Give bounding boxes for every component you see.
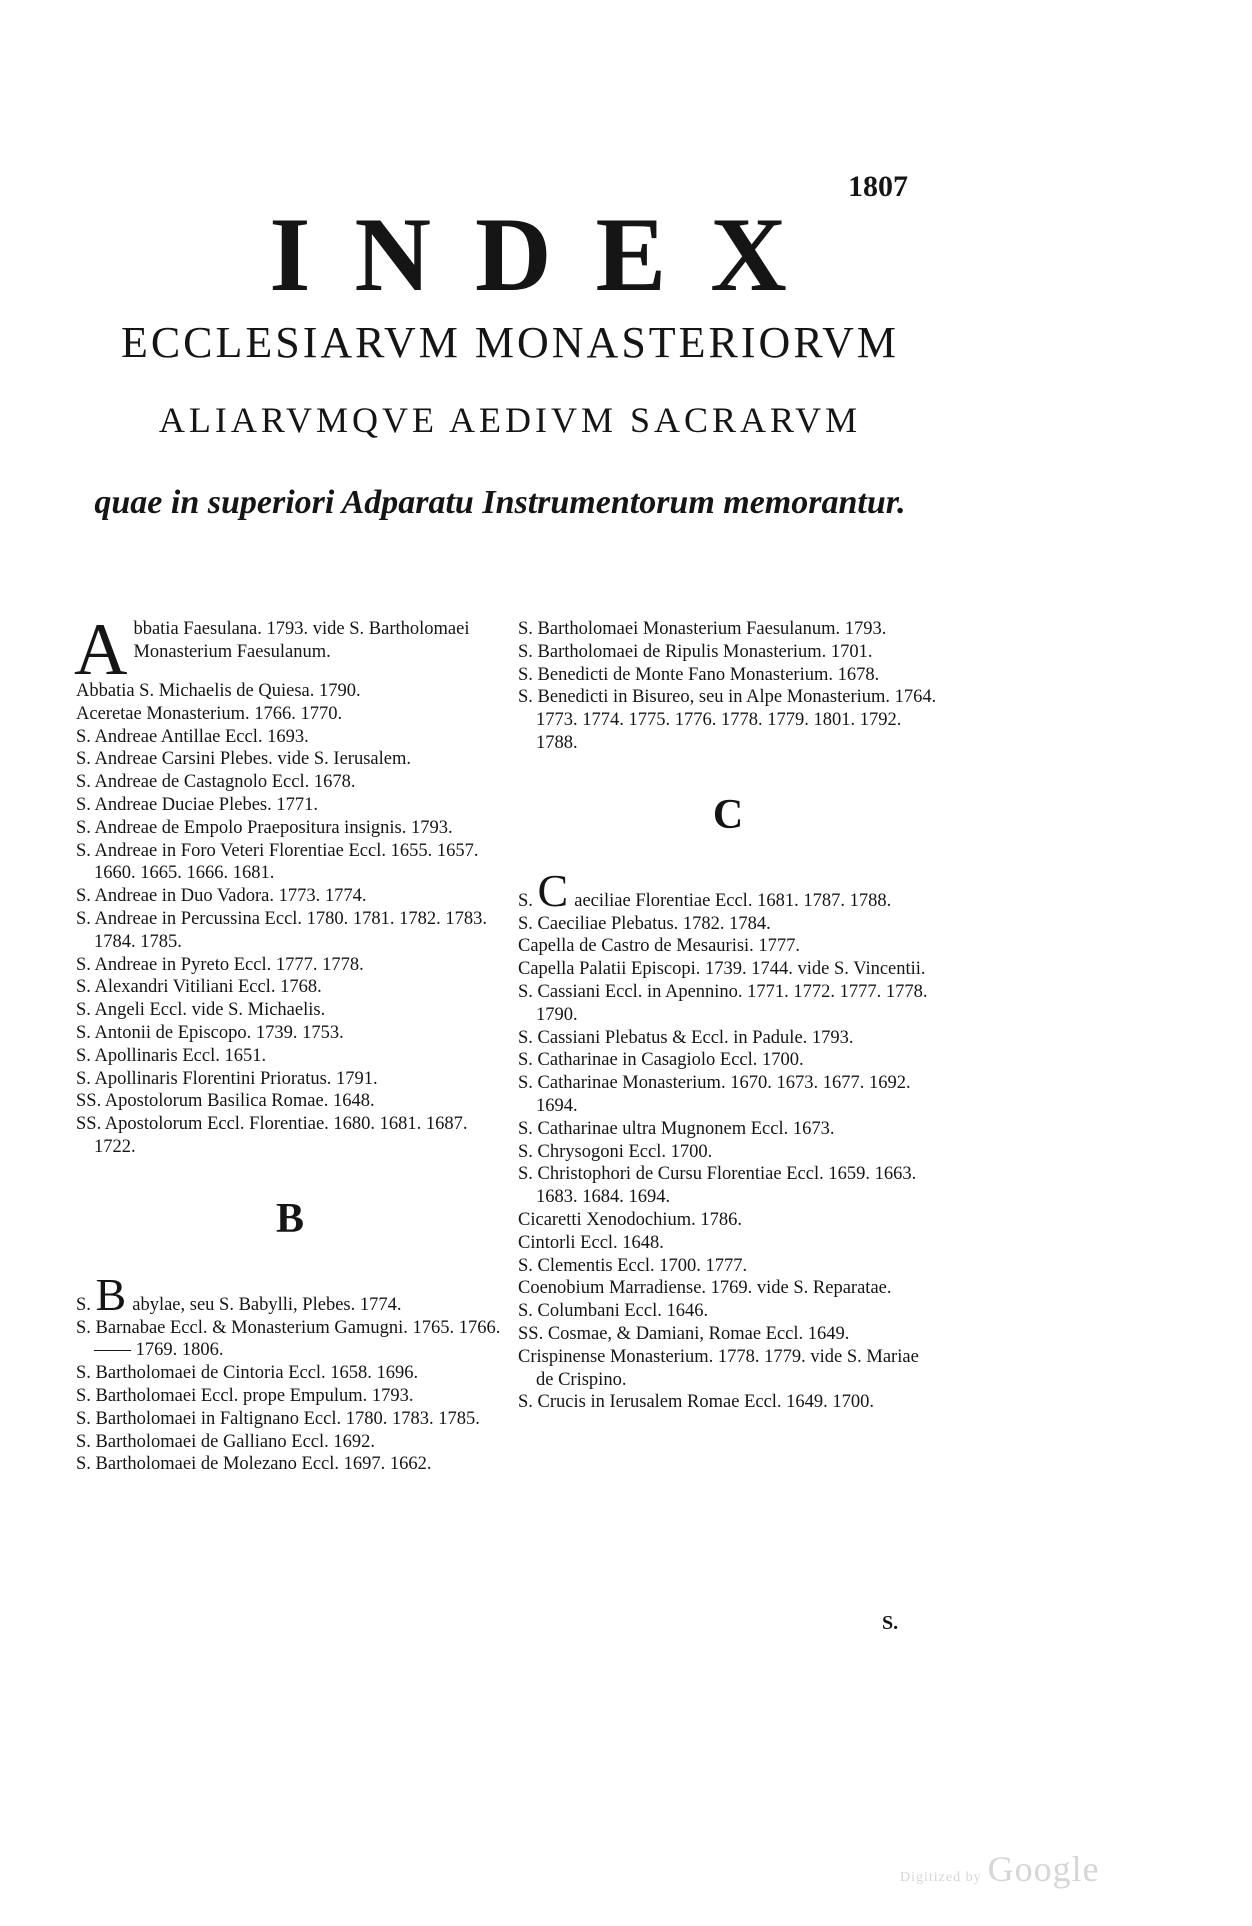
index-entry: SS. Cosmae, & Damiani, Romae Eccl. 1649. xyxy=(518,1323,850,1344)
index-entry: S. Clementis Eccl. 1700. 1777. xyxy=(518,1255,748,1276)
watermark-small-text: Digitized by xyxy=(900,1870,982,1885)
index-entry: S. Andreae in Percussina Eccl. 1780. 1781. 1782. 1783. 1784. 1785. xyxy=(76,908,488,952)
index-entry: S. Apollinaris Eccl. 1651. xyxy=(76,1045,267,1066)
page-number: 1807 xyxy=(848,170,908,203)
subtitle-ecclesiarum: ECCLESIARVM MONASTERIORVM xyxy=(120,318,900,367)
index-entry: S. Catharinae Monasterium. 1670. 1673. 1677. 1692. 1694. xyxy=(518,1073,911,1116)
index-entry: S. Bartholomaei de Ripulis Monasterium. 1701. xyxy=(518,641,873,662)
index-entry: S. Andreae in Duo Vadora. 1773. 1774. xyxy=(76,886,367,907)
index-entry: S. Cassiani Eccl. in Apennino. 1771. 1772. 1777. 1778. 1790. xyxy=(518,981,928,1025)
index-entry: S. Antonii de Episcopo. 1739. 1753. xyxy=(76,1022,344,1043)
index-entry: SS. Apostolorum Eccl. Florentiae. 1680. 1681. 1687. 1722. xyxy=(76,1114,468,1157)
index-entry: S. Bartholomaei de Cintoria Eccl. 1658. 1696. xyxy=(76,1363,419,1384)
index-entry: Cintorli Eccl. 1648. xyxy=(518,1232,664,1253)
index-entry: S. Bartholomaei de Molezano Eccl. 1697. 1662. xyxy=(76,1454,432,1475)
index-entry: S. Benedicti de Monte Fano Monasterium. 1678. xyxy=(518,664,880,685)
index-entry: S. Barnabae Eccl. & Monasterium Gamugni. 1765. 1766. —— 1769. 1806. xyxy=(76,1317,501,1361)
index-entry: S. Cassiani Plebatus & Eccl. in Padule. 1793. xyxy=(518,1027,854,1048)
left-column xyxy=(74,609,504,1476)
index-entry: S. Andreae Antillae Eccl. 1693. xyxy=(76,726,309,747)
entry-prefix: S. xyxy=(76,1294,91,1315)
index-entry: Capella Palatii Episcopi. 1739. 1744. vide S. Vincentii. xyxy=(518,959,926,980)
dropcap-b: B xyxy=(95,1268,127,1320)
index-entry: S. Andreae in Pyreto Eccl. 1777. 1778. xyxy=(76,954,364,975)
subtitle-quae-memorantur: quae in superiori Adparatu Instrumentorum memorantur. xyxy=(94,484,906,521)
watermark-logo-text: Google xyxy=(987,1849,1100,1889)
index-entry: S. Angeli Eccl. vide S. Michaelis. xyxy=(76,1000,326,1021)
index-entry: S. Christophori de Cursu Florentiae Eccl. 1659. 1663. 1683. 1684. 1694. xyxy=(518,1164,917,1208)
index-entry: Cicaretti Xenodochium. 1786. xyxy=(518,1209,743,1230)
index-entry: S. Apollinaris Florentini Prioratus. 1791. xyxy=(76,1068,378,1089)
index-entry: S. Caeciliae Plebatus. 1782. 1784. xyxy=(518,913,771,934)
entry-text: abylae, seu S. Babylli, Plebes. 1774. xyxy=(132,1294,402,1315)
dropcap-a: A xyxy=(74,609,128,691)
index-entry: Capella de Castro de Mesaurisi. 1777. xyxy=(518,936,801,957)
index-entry: SS. Apostolorum Basilica Romae. 1648. xyxy=(76,1091,375,1112)
index-entry: S. Bartholomaei de Galliano Eccl. 1692. xyxy=(76,1431,376,1452)
index-entry: Abbatia S. Michaelis de Quiesa. 1790. xyxy=(76,681,361,701)
entry-prefix: S. xyxy=(518,890,533,911)
subtitle-aliarumque: ALIARVMQVE AEDIVM SACRARVM xyxy=(158,400,862,440)
page-title: INDEX xyxy=(269,196,831,313)
index-entry: Coenobium Marradiense. 1769. vide S. Reparatae. xyxy=(518,1278,892,1299)
section-letter-b: B xyxy=(275,1195,304,1242)
index-entry: S. Alexandri Vitiliani Eccl. 1768. xyxy=(76,977,322,998)
index-entry: S. Crucis in Ierusalem Romae Eccl. 1649. 1700. xyxy=(518,1392,875,1413)
index-entry: S. Bartholomaei in Faltignano Eccl. 1780. 1783. 1785. xyxy=(76,1408,480,1429)
index-entry: S. Catharinae in Casagiolo Eccl. 1700. xyxy=(518,1050,804,1071)
index-entry-first-b xyxy=(76,1268,504,1320)
index-entry: S. Chrysogoni Eccl. 1700. xyxy=(518,1141,713,1162)
index-entry: S. Andreae de Castagnolo Eccl. 1678. xyxy=(76,772,356,793)
digitized-watermark xyxy=(900,1848,1100,1890)
index-entry: S. Bartholomaei Eccl. prope Empulum. 1793. xyxy=(76,1385,414,1406)
section-letter-c: C xyxy=(712,791,744,838)
index-entry: S. Andreae de Empolo Praepositura insignis. 1793. xyxy=(76,817,453,838)
index-entry: S. Columbani Eccl. 1646. xyxy=(518,1301,709,1322)
index-entry: S. Andreae Duciae Plebes. 1771. xyxy=(76,794,318,815)
index-entry: S. Andreae Carsini Plebes. vide S. Ierusalem. xyxy=(76,749,411,770)
entry-text: aeciliae Florentiae Eccl. 1681. 1787. 1788. xyxy=(574,890,892,911)
index-entry-first-c xyxy=(518,864,938,916)
entry-text: bbatia Faesulana. 1793. vide S. Bartholomaei Monasterium Faesulanum. xyxy=(133,619,470,662)
dropcap-c: C xyxy=(537,864,569,916)
index-entry: Crispinense Monasterium. 1778. 1779. vide S. Mariae de Crispino. xyxy=(518,1346,919,1390)
right-column xyxy=(518,618,938,1414)
index-entry: S. Catharinae ultra Mugnonem Eccl. 1673. xyxy=(518,1118,835,1139)
index-entry: S. Bartholomaei Monasterium Faesulanum. 1793. xyxy=(518,619,887,639)
index-entry: S. Benedicti in Bisureo, seu in Alpe Monasterium. 1764. 1773. 1774. 1775. 1776. 1778. 1779. 1801. 1792. 1788. xyxy=(518,687,937,753)
index-entry: S. Andreae in Foro Veteri Florentiae Eccl. 1655. 1657. 1660. 1665. 1666. 1681. xyxy=(76,840,479,884)
catchword: S. xyxy=(882,1612,899,1634)
index-entry: Aceretae Monasterium. 1766. 1770. xyxy=(76,703,343,724)
